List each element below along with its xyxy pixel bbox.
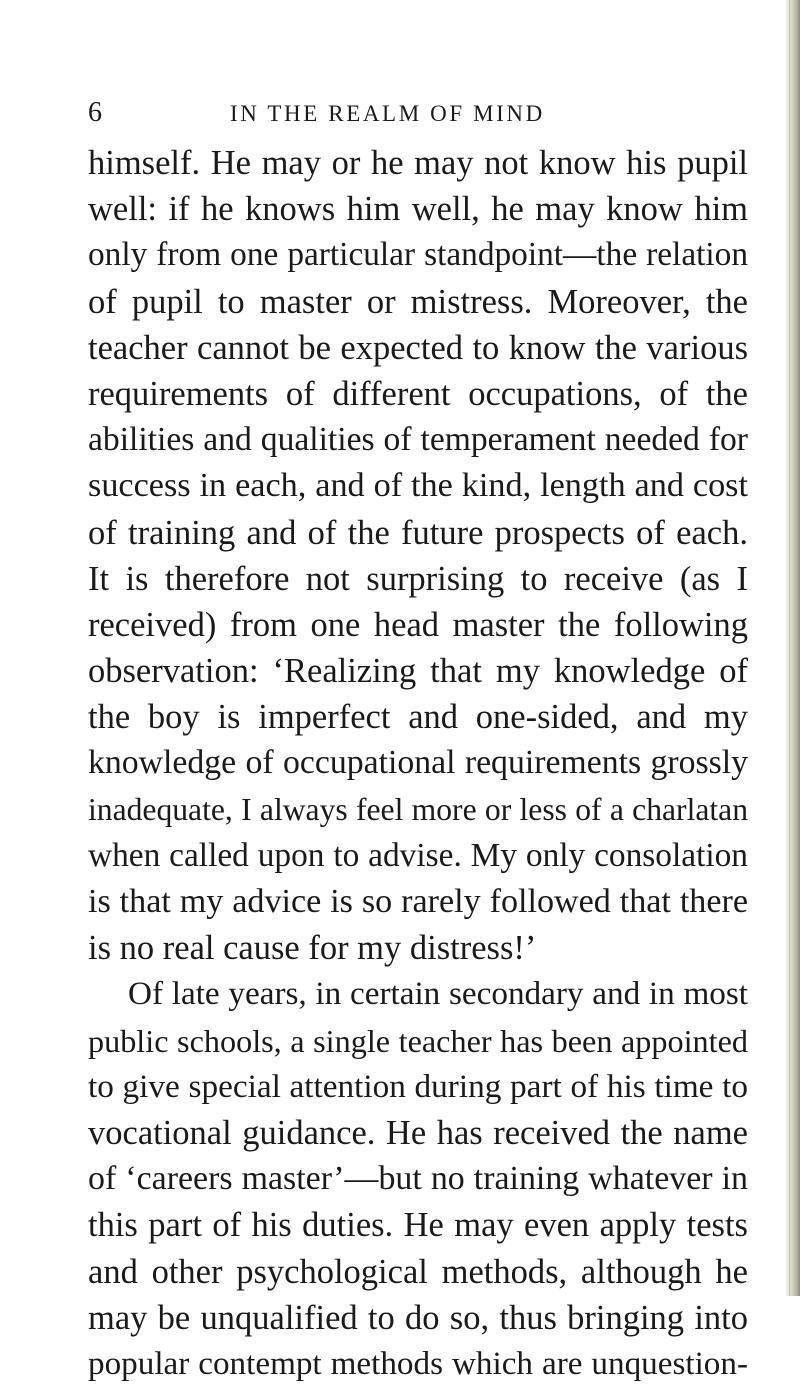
text-line: is that my advice is so rarely followed that there <box>88 883 748 920</box>
page-edge-shadow <box>786 0 800 1296</box>
text-line: himself. He may or he may not know his pupil <box>88 144 748 182</box>
text-line: knowledge of occupational requirements grossly <box>88 744 748 782</box>
text-line: the boy is imperfect and one-sided, and my <box>88 698 748 737</box>
text-line: well: if he knows him well, he may know him <box>88 190 748 229</box>
text-line: of training and of the future prospects of each. <box>88 513 748 552</box>
running-head <box>88 98 748 128</box>
text-line: observation: ‘Realizing that my knowledge of <box>88 652 748 691</box>
running-head-title: IN THE REALM OF MIND <box>230 101 545 126</box>
page-number: 6 <box>88 97 102 128</box>
body-text <box>88 140 748 1387</box>
text-line: Of late years, in certain secondary and in most <box>128 975 748 1013</box>
text-line: received) from one head master the following <box>88 605 748 644</box>
text-line: of ‘careers master’—but no training whatever in <box>88 1160 748 1198</box>
text-line: It is therefore not surprising to receive (as I <box>88 559 748 598</box>
text-line: abilities and qualities of temperament needed for <box>88 421 748 459</box>
text-line: of pupil to master or mistress. Moreover, the <box>88 282 748 321</box>
text-line: when called upon to advise. My only consolation <box>88 836 748 874</box>
text-line: is no real cause for my distress!’ <box>88 929 537 968</box>
text-line: and other psychological methods, although he <box>88 1252 748 1291</box>
text-line: this part of his duties. He may even apply tests <box>88 1206 748 1245</box>
text-line: requirements of different occupations, of the <box>88 374 748 413</box>
text-line: inadequate, I always feel more or less of a charlatan <box>88 791 748 827</box>
text-line: popular contempt methods which are unquestion- <box>88 1344 748 1382</box>
text-line: to give special attention during part of his time to <box>88 1067 748 1105</box>
text-line: success in each, and of the kind, length and cost <box>88 467 748 505</box>
text-line: may be unqualified to do so, thus bringing into <box>88 1298 748 1337</box>
text-line: only from one particular standpoint—the relation <box>88 236 748 274</box>
text-line: teacher cannot be expected to know the various <box>88 328 748 367</box>
text-line: public schools, a single teacher has been appointed <box>88 1022 748 1059</box>
text-line: vocational guidance. He has received the name <box>88 1113 748 1152</box>
